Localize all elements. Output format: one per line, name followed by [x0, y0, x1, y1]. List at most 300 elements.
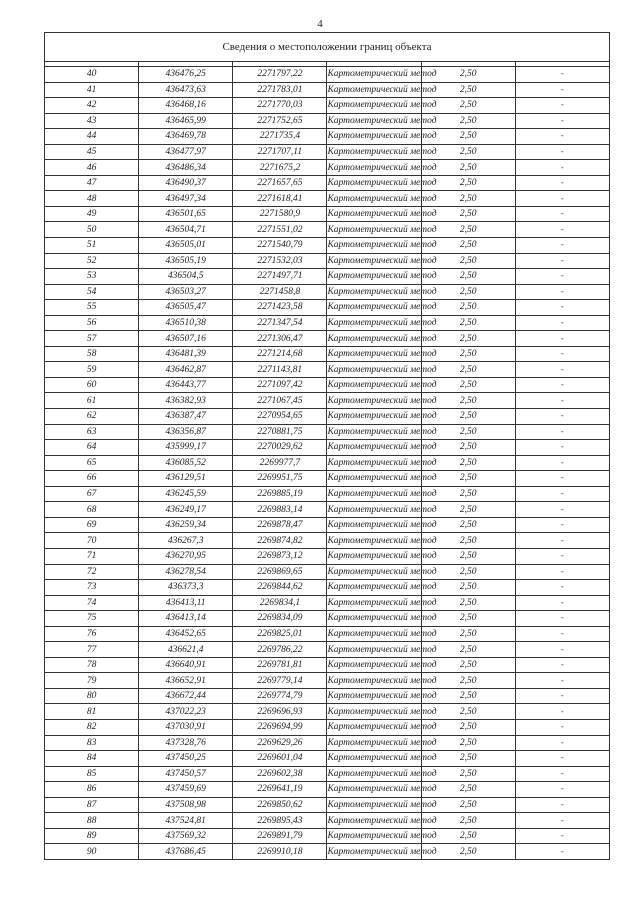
table-row [45, 673, 610, 689]
x-coordinate-cell: 436507,16 [139, 331, 233, 347]
description-cell: - [515, 238, 609, 254]
description-cell: - [515, 98, 609, 114]
table-row [45, 688, 610, 704]
point-number-cell: 88 [45, 813, 139, 829]
x-coordinate-cell: 435999,17 [139, 440, 233, 456]
description-cell: - [515, 191, 609, 207]
description-cell: - [515, 393, 609, 409]
table-row [45, 144, 610, 160]
point-number-cell: 65 [45, 455, 139, 471]
point-number-cell: 85 [45, 766, 139, 782]
y-coordinate-cell: 2269694,99 [233, 719, 327, 735]
y-coordinate-cell: 2271580,9 [233, 206, 327, 222]
x-coordinate-cell: 436476,25 [139, 67, 233, 83]
accuracy-cell: 2,50 [421, 564, 515, 580]
x-coordinate-cell: 436249,17 [139, 502, 233, 518]
y-coordinate-cell: 2269869,65 [233, 564, 327, 580]
point-number-cell: 84 [45, 751, 139, 767]
table-row [45, 548, 610, 564]
x-coordinate-cell: 437686,45 [139, 844, 233, 860]
x-coordinate-cell: 436481,39 [139, 346, 233, 362]
y-coordinate-cell: 2269895,43 [233, 813, 327, 829]
accuracy-cell: 2,50 [421, 595, 515, 611]
description-cell: - [515, 626, 609, 642]
accuracy-cell: 2,50 [421, 813, 515, 829]
x-coordinate-cell: 436382,93 [139, 393, 233, 409]
y-coordinate-cell: 2271067,45 [233, 393, 327, 409]
description-cell: - [515, 144, 609, 160]
accuracy-cell: 2,50 [421, 284, 515, 300]
point-number-cell: 62 [45, 409, 139, 425]
table-row [45, 393, 610, 409]
method-cell: Картометрический метод [327, 393, 421, 409]
method-cell: Картометрический метод [327, 844, 421, 860]
x-coordinate-cell: 436356,87 [139, 424, 233, 440]
accuracy-cell: 2,50 [421, 222, 515, 238]
method-cell: Картометрический метод [327, 626, 421, 642]
x-coordinate-cell: 436503,27 [139, 284, 233, 300]
x-coordinate-cell: 436504,71 [139, 222, 233, 238]
description-cell: - [515, 362, 609, 378]
method-cell: Картометрический метод [327, 533, 421, 549]
point-number-cell: 41 [45, 82, 139, 98]
point-number-cell: 56 [45, 315, 139, 331]
description-cell: - [515, 129, 609, 145]
description-cell: - [515, 206, 609, 222]
x-coordinate-cell: 436473,63 [139, 82, 233, 98]
table-row [45, 564, 610, 580]
table-row [45, 206, 610, 222]
x-coordinate-cell: 436621,4 [139, 642, 233, 658]
y-coordinate-cell: 2269834,09 [233, 611, 327, 627]
accuracy-cell: 2,50 [421, 409, 515, 425]
point-number-cell: 90 [45, 844, 139, 860]
x-coordinate-cell: 436413,14 [139, 611, 233, 627]
method-cell: Картометрический метод [327, 67, 421, 83]
x-coordinate-cell: 437524,81 [139, 813, 233, 829]
x-coordinate-cell: 437030,91 [139, 719, 233, 735]
method-cell: Картометрический метод [327, 657, 421, 673]
accuracy-cell: 2,50 [421, 719, 515, 735]
y-coordinate-cell: 2269891,79 [233, 828, 327, 844]
x-coordinate-cell: 436267,3 [139, 533, 233, 549]
table-row [45, 253, 610, 269]
description-cell: - [515, 688, 609, 704]
x-coordinate-cell: 437328,76 [139, 735, 233, 751]
table-row [45, 362, 610, 378]
table-row [45, 300, 610, 316]
description-cell: - [515, 377, 609, 393]
method-cell: Картометрический метод [327, 564, 421, 580]
table-row [45, 455, 610, 471]
accuracy-cell: 2,50 [421, 673, 515, 689]
y-coordinate-cell: 2269602,38 [233, 766, 327, 782]
y-coordinate-cell: 2271657,65 [233, 175, 327, 191]
table-row [45, 315, 610, 331]
table-row [45, 533, 610, 549]
x-coordinate-cell: 436259,34 [139, 517, 233, 533]
x-coordinate-cell: 437022,23 [139, 704, 233, 720]
accuracy-cell: 2,50 [421, 191, 515, 207]
x-coordinate-cell: 436497,34 [139, 191, 233, 207]
point-number-cell: 57 [45, 331, 139, 347]
table-row [45, 331, 610, 347]
x-coordinate-cell: 436245,59 [139, 486, 233, 502]
point-number-cell: 86 [45, 782, 139, 798]
point-number-cell: 45 [45, 144, 139, 160]
x-coordinate-cell: 436505,01 [139, 238, 233, 254]
table-row [45, 175, 610, 191]
point-number-cell: 78 [45, 657, 139, 673]
y-coordinate-cell: 2271752,65 [233, 113, 327, 129]
y-coordinate-cell: 2269779,14 [233, 673, 327, 689]
point-number-cell: 52 [45, 253, 139, 269]
method-cell: Картометрический метод [327, 160, 421, 176]
method-cell: Картометрический метод [327, 269, 421, 285]
method-cell: Картометрический метод [327, 704, 421, 720]
y-coordinate-cell: 2269883,14 [233, 502, 327, 518]
point-number-cell: 87 [45, 797, 139, 813]
point-number-cell: 79 [45, 673, 139, 689]
point-number-cell: 68 [45, 502, 139, 518]
x-coordinate-cell: 437450,25 [139, 751, 233, 767]
point-number-cell: 59 [45, 362, 139, 378]
point-number-cell: 83 [45, 735, 139, 751]
accuracy-cell: 2,50 [421, 766, 515, 782]
point-number-cell: 51 [45, 238, 139, 254]
accuracy-cell: 2,50 [421, 269, 515, 285]
description-cell: - [515, 673, 609, 689]
x-coordinate-cell: 436652,91 [139, 673, 233, 689]
description-cell: - [515, 222, 609, 238]
point-number-cell: 48 [45, 191, 139, 207]
description-cell: - [515, 160, 609, 176]
method-cell: Картометрический метод [327, 346, 421, 362]
table-row [45, 517, 610, 533]
method-cell: Картометрический метод [327, 471, 421, 487]
y-coordinate-cell: 2271532,03 [233, 253, 327, 269]
point-number-cell: 81 [45, 704, 139, 720]
description-cell: - [515, 269, 609, 285]
point-number-cell: 47 [45, 175, 139, 191]
accuracy-cell: 2,50 [421, 828, 515, 844]
x-coordinate-cell: 436505,47 [139, 300, 233, 316]
y-coordinate-cell: 2271214,68 [233, 346, 327, 362]
y-coordinate-cell: 2269850,62 [233, 797, 327, 813]
accuracy-cell: 2,50 [421, 67, 515, 83]
x-coordinate-cell: 436270,95 [139, 548, 233, 564]
y-coordinate-cell: 2269874,82 [233, 533, 327, 549]
y-coordinate-cell: 2271423,58 [233, 300, 327, 316]
y-coordinate-cell: 2269601,04 [233, 751, 327, 767]
y-coordinate-cell: 2271675,2 [233, 160, 327, 176]
accuracy-cell: 2,50 [421, 502, 515, 518]
y-coordinate-cell: 2269977,7 [233, 455, 327, 471]
description-cell: - [515, 440, 609, 456]
x-coordinate-cell: 436469,78 [139, 129, 233, 145]
accuracy-cell: 2,50 [421, 486, 515, 502]
y-coordinate-cell: 2270954,65 [233, 409, 327, 425]
y-coordinate-cell: 2271783,01 [233, 82, 327, 98]
table-row [45, 828, 610, 844]
table-row [45, 595, 610, 611]
method-cell: Картометрический метод [327, 409, 421, 425]
description-cell: - [515, 844, 609, 860]
point-number-cell: 80 [45, 688, 139, 704]
x-coordinate-cell: 436387,47 [139, 409, 233, 425]
y-coordinate-cell: 2271797,22 [233, 67, 327, 83]
description-cell: - [515, 331, 609, 347]
point-number-cell: 72 [45, 564, 139, 580]
description-cell: - [515, 346, 609, 362]
description-cell: - [515, 657, 609, 673]
x-coordinate-cell: 436373,3 [139, 580, 233, 596]
table-row [45, 471, 610, 487]
description-cell: - [515, 471, 609, 487]
method-cell: Картометрический метод [327, 813, 421, 829]
x-coordinate-cell: 436462,87 [139, 362, 233, 378]
accuracy-cell: 2,50 [421, 704, 515, 720]
point-number-cell: 61 [45, 393, 139, 409]
description-cell: - [515, 455, 609, 471]
method-cell: Картометрический метод [327, 300, 421, 316]
point-number-cell: 73 [45, 580, 139, 596]
y-coordinate-cell: 2271497,71 [233, 269, 327, 285]
point-number-cell: 53 [45, 269, 139, 285]
accuracy-cell: 2,50 [421, 113, 515, 129]
point-number-cell: 60 [45, 377, 139, 393]
table-row [45, 626, 610, 642]
y-coordinate-cell: 2269774,79 [233, 688, 327, 704]
point-number-cell: 43 [45, 113, 139, 129]
method-cell: Картометрический метод [327, 502, 421, 518]
y-coordinate-cell: 2269951,75 [233, 471, 327, 487]
table-row [45, 284, 610, 300]
y-coordinate-cell: 2269629,26 [233, 735, 327, 751]
method-cell: Картометрический метод [327, 735, 421, 751]
point-number-cell: 70 [45, 533, 139, 549]
method-cell: Картометрический метод [327, 688, 421, 704]
table-row [45, 844, 610, 860]
method-cell: Картометрический метод [327, 238, 421, 254]
table-row [45, 719, 610, 735]
y-coordinate-cell: 2271347,54 [233, 315, 327, 331]
method-cell: Картометрический метод [327, 222, 421, 238]
table-row [45, 409, 610, 425]
accuracy-cell: 2,50 [421, 782, 515, 798]
y-coordinate-cell: 2271540,79 [233, 238, 327, 254]
method-cell: Картометрический метод [327, 82, 421, 98]
x-coordinate-cell: 437569,32 [139, 828, 233, 844]
point-number-cell: 64 [45, 440, 139, 456]
accuracy-cell: 2,50 [421, 657, 515, 673]
table-row [45, 424, 610, 440]
table-row [45, 502, 610, 518]
x-coordinate-cell: 437508,98 [139, 797, 233, 813]
coordinates-sheet [44, 32, 610, 860]
description-cell: - [515, 67, 609, 83]
method-cell: Картометрический метод [327, 424, 421, 440]
method-cell: Картометрический метод [327, 440, 421, 456]
table-row [45, 129, 610, 145]
description-cell: - [515, 113, 609, 129]
description-cell: - [515, 502, 609, 518]
x-coordinate-cell: 436468,16 [139, 98, 233, 114]
point-number-cell: 55 [45, 300, 139, 316]
accuracy-cell: 2,50 [421, 517, 515, 533]
point-number-cell: 67 [45, 486, 139, 502]
table-row [45, 82, 610, 98]
accuracy-cell: 2,50 [421, 626, 515, 642]
method-cell: Картометрический метод [327, 175, 421, 191]
method-cell: Картометрический метод [327, 595, 421, 611]
y-coordinate-cell: 2271618,41 [233, 191, 327, 207]
method-cell: Картометрический метод [327, 191, 421, 207]
method-cell: Картометрический метод [327, 98, 421, 114]
accuracy-cell: 2,50 [421, 331, 515, 347]
point-number-cell: 71 [45, 548, 139, 564]
point-number-cell: 42 [45, 98, 139, 114]
description-cell: - [515, 564, 609, 580]
table-row [45, 813, 610, 829]
x-coordinate-cell: 436413,11 [139, 595, 233, 611]
table-row [45, 67, 610, 83]
accuracy-cell: 2,50 [421, 377, 515, 393]
method-cell: Картометрический метод [327, 751, 421, 767]
accuracy-cell: 2,50 [421, 315, 515, 331]
x-coordinate-cell: 436443,77 [139, 377, 233, 393]
accuracy-cell: 2,50 [421, 424, 515, 440]
accuracy-cell: 2,50 [421, 160, 515, 176]
point-number-cell: 49 [45, 206, 139, 222]
table-row [45, 191, 610, 207]
table-row [45, 238, 610, 254]
x-coordinate-cell: 436640,91 [139, 657, 233, 673]
point-number-cell: 63 [45, 424, 139, 440]
table-row [45, 611, 610, 627]
method-cell: Картометрический метод [327, 828, 421, 844]
description-cell: - [515, 642, 609, 658]
x-coordinate-cell: 436085,52 [139, 455, 233, 471]
point-number-cell: 75 [45, 611, 139, 627]
y-coordinate-cell: 2269781,81 [233, 657, 327, 673]
accuracy-cell: 2,50 [421, 642, 515, 658]
description-cell: - [515, 548, 609, 564]
description-cell: - [515, 284, 609, 300]
description-cell: - [515, 517, 609, 533]
accuracy-cell: 2,50 [421, 129, 515, 145]
point-number-cell: 54 [45, 284, 139, 300]
x-coordinate-cell: 437459,69 [139, 782, 233, 798]
y-coordinate-cell: 2271458,8 [233, 284, 327, 300]
table-row [45, 751, 610, 767]
description-cell: - [515, 580, 609, 596]
method-cell: Картометрический метод [327, 580, 421, 596]
description-cell: - [515, 719, 609, 735]
y-coordinate-cell: 2269641,19 [233, 782, 327, 798]
accuracy-cell: 2,50 [421, 455, 515, 471]
x-coordinate-cell: 436501,65 [139, 206, 233, 222]
method-cell: Картометрический метод [327, 129, 421, 145]
y-coordinate-cell: 2269825,01 [233, 626, 327, 642]
table-row [45, 377, 610, 393]
accuracy-cell: 2,50 [421, 206, 515, 222]
x-coordinate-cell: 436477,97 [139, 144, 233, 160]
description-cell: - [515, 315, 609, 331]
x-coordinate-cell: 436129,51 [139, 471, 233, 487]
method-cell: Картометрический метод [327, 206, 421, 222]
method-cell: Картометрический метод [327, 315, 421, 331]
accuracy-cell: 2,50 [421, 346, 515, 362]
accuracy-cell: 2,50 [421, 533, 515, 549]
point-number-cell: 46 [45, 160, 139, 176]
table-header-row [45, 33, 610, 62]
accuracy-cell: 2,50 [421, 253, 515, 269]
y-coordinate-cell: 2269910,18 [233, 844, 327, 860]
description-cell: - [515, 595, 609, 611]
point-number-cell: 89 [45, 828, 139, 844]
y-coordinate-cell: 2271143,81 [233, 362, 327, 378]
table-row [45, 346, 610, 362]
point-number-cell: 58 [45, 346, 139, 362]
point-number-cell: 82 [45, 719, 139, 735]
description-cell: - [515, 813, 609, 829]
description-cell: - [515, 611, 609, 627]
table-row [45, 486, 610, 502]
method-cell: Картометрический метод [327, 517, 421, 533]
description-cell: - [515, 735, 609, 751]
description-cell: - [515, 409, 609, 425]
point-number-cell: 66 [45, 471, 139, 487]
method-cell: Картометрический метод [327, 486, 421, 502]
table-row [45, 580, 610, 596]
accuracy-cell: 2,50 [421, 797, 515, 813]
method-cell: Картометрический метод [327, 253, 421, 269]
y-coordinate-cell: 2269696,93 [233, 704, 327, 720]
y-coordinate-cell: 2271735,4 [233, 129, 327, 145]
method-cell: Картометрический метод [327, 284, 421, 300]
method-cell: Картометрический метод [327, 673, 421, 689]
table-row [45, 782, 610, 798]
x-coordinate-cell: 436465,99 [139, 113, 233, 129]
point-number-cell: 40 [45, 67, 139, 83]
y-coordinate-cell: 2270029,62 [233, 440, 327, 456]
y-coordinate-cell: 2271551,02 [233, 222, 327, 238]
x-coordinate-cell: 436672,44 [139, 688, 233, 704]
table-row [45, 642, 610, 658]
method-cell: Картометрический метод [327, 455, 421, 471]
x-coordinate-cell: 437450,57 [139, 766, 233, 782]
accuracy-cell: 2,50 [421, 238, 515, 254]
boundary-coordinates-table [44, 32, 610, 860]
description-cell: - [515, 828, 609, 844]
x-coordinate-cell: 436505,19 [139, 253, 233, 269]
table-row [45, 440, 610, 456]
table-row [45, 704, 610, 720]
table-row [45, 797, 610, 813]
y-coordinate-cell: 2269844,62 [233, 580, 327, 596]
table-row [45, 98, 610, 114]
method-cell: Картометрический метод [327, 642, 421, 658]
y-coordinate-cell: 2271770,03 [233, 98, 327, 114]
y-coordinate-cell: 2269878,47 [233, 517, 327, 533]
method-cell: Картометрический метод [327, 782, 421, 798]
y-coordinate-cell: 2269873,12 [233, 548, 327, 564]
point-number-cell: 44 [45, 129, 139, 145]
description-cell: - [515, 782, 609, 798]
description-cell: - [515, 533, 609, 549]
point-number-cell: 77 [45, 642, 139, 658]
